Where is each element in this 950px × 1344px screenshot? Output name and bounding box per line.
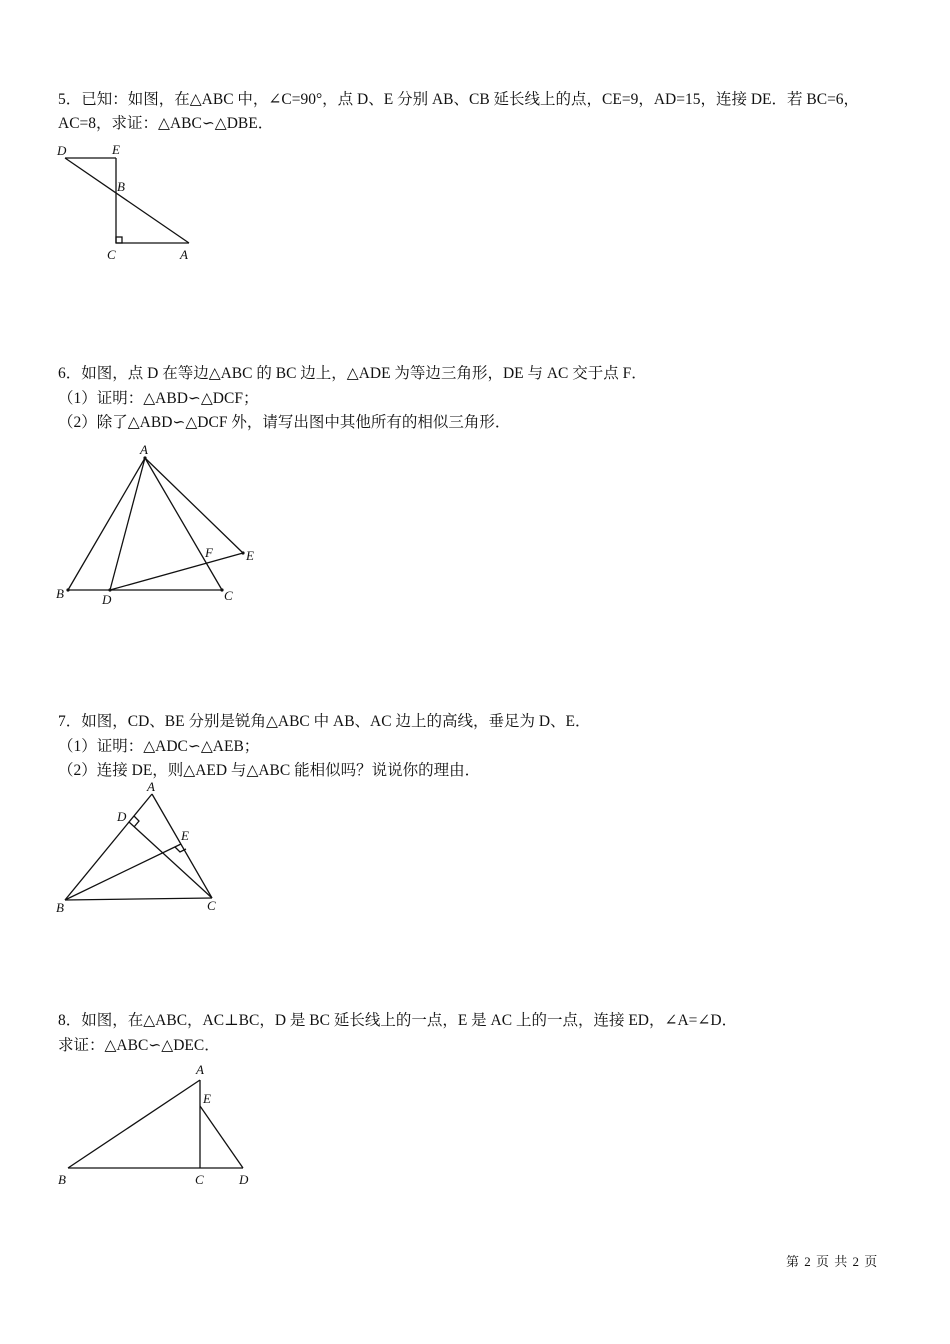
p6-figure — [50, 440, 270, 610]
p8-segment-ba — [68, 1080, 200, 1168]
p6-label-e: E — [246, 548, 254, 563]
p8-segment-ed — [200, 1106, 243, 1168]
p7-segment-ac — [152, 794, 212, 898]
p7-segment-ab — [65, 794, 152, 900]
p6-line-2: （1）证明：△ABD∽△DCF； — [58, 390, 259, 407]
p7-line-1: 7．如图，CD、BE 分别是锐角△ABC 中 AB、AC 边上的高线，垂足为 D、E． — [58, 713, 591, 730]
p7-label-d: D — [117, 809, 127, 824]
p6-segment-ae — [145, 458, 243, 553]
p8-label-c: C — [195, 1172, 204, 1187]
p6-label-a: A — [140, 442, 148, 457]
p5-label-a: A — [180, 247, 188, 262]
p8-label-b: B — [58, 1172, 66, 1187]
p5-segment-da — [65, 158, 189, 243]
p6-label-c: C — [224, 588, 233, 603]
p7-figure — [50, 778, 230, 918]
p8-line-2: 求证：△ABC∽△DEC． — [58, 1037, 220, 1054]
p7-label-e: E — [181, 828, 189, 843]
p5-line-2: AC=8，求证：△ABC∽△DBE． — [58, 115, 274, 132]
p6-label-d: D — [102, 592, 112, 607]
p7-segment-bc — [65, 898, 212, 900]
p7-right-angle-mark-d — [134, 816, 139, 827]
p6-segment-ab — [68, 458, 145, 590]
p6-line-3: （2）除了△ABD∽△DCF 外，请写出图中其他所有的相似三角形． — [58, 414, 511, 431]
p7-label-a: A — [147, 779, 155, 794]
p6-segment-ad — [110, 458, 145, 590]
p5-right-angle-mark — [116, 237, 122, 243]
p5-label-b: B — [117, 179, 125, 194]
p8-label-d: D — [239, 1172, 249, 1187]
p5-label-c: C — [107, 247, 116, 262]
p5-line-1: 5．已知：如图，在△ABC 中，∠C=90°，点 D、E 分别 AB、CB 延长线上的点，CE=9，AD=15，连接 DE．若 BC=6， — [58, 91, 860, 108]
p7-line-2: （1）证明：△ADC∽△AEB； — [58, 738, 260, 755]
p7-label-b: B — [56, 900, 64, 915]
p8-figure — [50, 1058, 270, 1193]
p7-label-c: C — [207, 898, 216, 913]
p7-line-3: （2）连接 DE，则△AED 与△ABC 能相似吗？说说你的理由． — [58, 762, 481, 779]
p8-label-e: E — [203, 1091, 211, 1106]
p8-label-a: A — [196, 1062, 204, 1077]
p6-segment-de — [110, 553, 243, 590]
page-footer: 第 2 页 共 2 页 — [786, 1254, 879, 1269]
p5-label-d: D — [57, 143, 67, 158]
p8-line-1: 8．如图，在△ABC，AC⊥BC，D 是 BC 延长线上的一点，E 是 AC 上的一点，连接 ED，∠A=∠D． — [58, 1012, 738, 1029]
p7-segment-cd — [129, 822, 212, 898]
p5-label-e: E — [112, 142, 120, 157]
p7-segment-be — [65, 844, 181, 900]
p5-figure — [50, 138, 210, 268]
p6-label-b: B — [56, 586, 64, 601]
p6-label-f: F — [205, 545, 213, 560]
p6-line-1: 6．如图，点 D 在等边△ABC 的 BC 边上，△ADE 为等边三角形，DE 与 AC 交于点 F． — [58, 365, 647, 382]
